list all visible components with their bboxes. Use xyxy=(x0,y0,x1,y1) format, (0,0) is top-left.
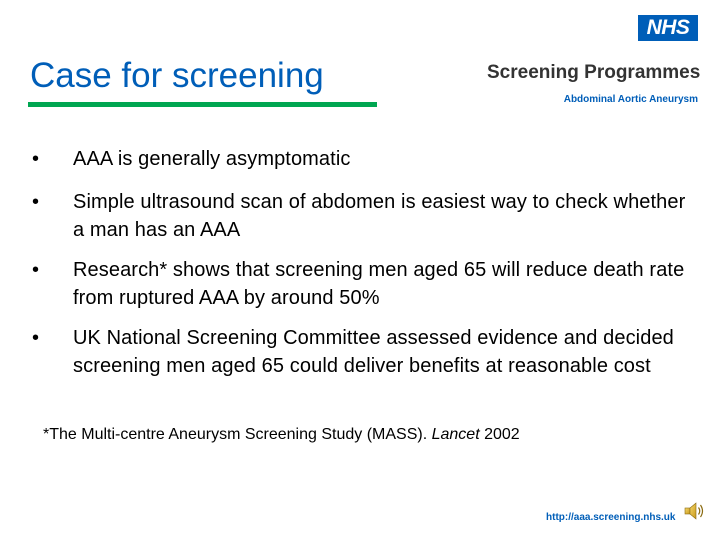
footnote-journal: Lancet xyxy=(431,426,480,443)
footnote-text: *The Multi-centre Aneurysm Screening Study (MASS). xyxy=(43,426,432,443)
bullet-text: AAA is generally asymptomatic xyxy=(73,148,351,170)
bullet-dot: • xyxy=(32,327,40,349)
bullet-text: UK National Screening Committee assessed evidence and decided screening men aged 65 could deliver benefits at reasonable cost xyxy=(73,327,674,377)
footnote xyxy=(43,426,520,444)
bullet-item xyxy=(30,324,700,380)
speaker-icon[interactable] xyxy=(683,500,705,522)
bullet-item xyxy=(30,188,700,244)
website-link[interactable]: http://aaa.screening.nhs.uk xyxy=(546,512,676,523)
title-underline xyxy=(28,102,377,107)
bullet-dot: • xyxy=(32,259,40,281)
bullet-dot: • xyxy=(32,191,40,213)
programme-name: Screening Programmes xyxy=(487,62,701,83)
bullet-text: Research* shows that screening men aged 65 will reduce death rate from ruptured AAA by around 50% xyxy=(73,259,685,309)
footnote-year: 2002 xyxy=(479,426,520,443)
bullet-dot: • xyxy=(32,148,40,170)
bullet-item xyxy=(30,145,700,173)
bullet-text: Simple ultrasound scan of abdomen is easiest way to check whether a man has an AAA xyxy=(73,191,686,241)
nhs-logo: NHS xyxy=(638,15,698,41)
bullet-list xyxy=(30,145,700,380)
slide-title: Case for screening xyxy=(30,56,324,95)
programme-subtitle: Abdominal Aortic Aneurysm xyxy=(563,94,698,105)
bullet-item xyxy=(30,256,700,312)
